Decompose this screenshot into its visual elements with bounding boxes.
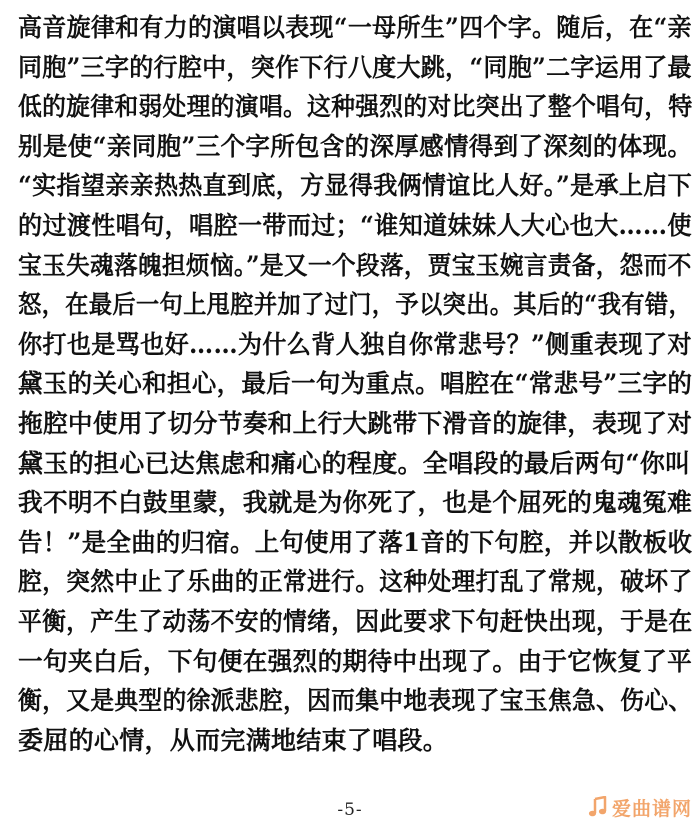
watermark-text: 爱曲谱网 [611,797,692,820]
text-line: 我不明不白鼓里蒙，我就是为你死了，也是个屈死的鬼魂冤难 [18,488,693,518]
text-line: 一句夹白后，下句便在强烈的期待中出现了。由于它恢复了平 [18,646,693,676]
text-line: 同胞”三字的行腔中，突作下行八度大跳，“同胞”二字运用了最 [18,52,692,82]
body-text [18,8,692,760]
text-line: 拖腔中使用了切分节奏和上行大跳带下滑音的旋律，表现了对 [18,408,693,438]
text-line: 宝玉失魂落魄担烦恼。”是又一个段落，贾宝玉婉言责备，怨而不 [18,250,692,280]
music-note-icon [588,796,608,818]
text-line: 黛玉的关心和担心，最后一句为重点。唱腔在“常悲号”三字的 [18,369,693,399]
text-line: 高音旋律和有力的演唱以表现“一母所生”四个字。随后，在“亲 [18,13,692,42]
text-line: 告！”是全曲的归宿。上句使用了落1音的下句腔，并以散板收 [18,527,693,557]
page-number: -5- [337,800,363,820]
text-line: 平衡，产生了动荡不安的情绪，因此要求下句赶快出现，于是在 [18,606,693,636]
text-line: “实指望亲亲热热直到底，方显得我俩情谊比人好。”是承上启下 [18,171,692,201]
text-line: 黛玉的担心已达焦虑和痛心的程度。全唱段的最后两句“你叫 [18,448,691,478]
text-line: 腔，突然中止了乐曲的正常进行。这种处理打乱了常规，破坏了 [18,567,693,597]
text-line: 怒，在最后一句上甩腔并加了过门，予以突出。其后的“我有错， [18,290,693,320]
text-line: 的过渡性唱句，唱腔一带而过；“谁知道妹妹人大心也大……使 [18,210,692,240]
text-line: 你打也是骂也好……为什么背人独自你常悲号？”侧重表现了对 [18,329,692,359]
text-line: 衡，又是典型的徐派悲腔，因而集中地表现了宝玉焦急、伤心、 [18,686,693,716]
text-line: 别是使“亲同胞”三个字所包含的深厚感情得到了深刻的体现。 [18,131,693,161]
text-line: 委屈的心情，从而完满地结束了唱段。 [18,725,449,755]
watermark [588,794,692,820]
text-line: 低的旋律和弱处理的演唱。这种强烈的对比突出了整个唱句，特 [18,92,693,122]
